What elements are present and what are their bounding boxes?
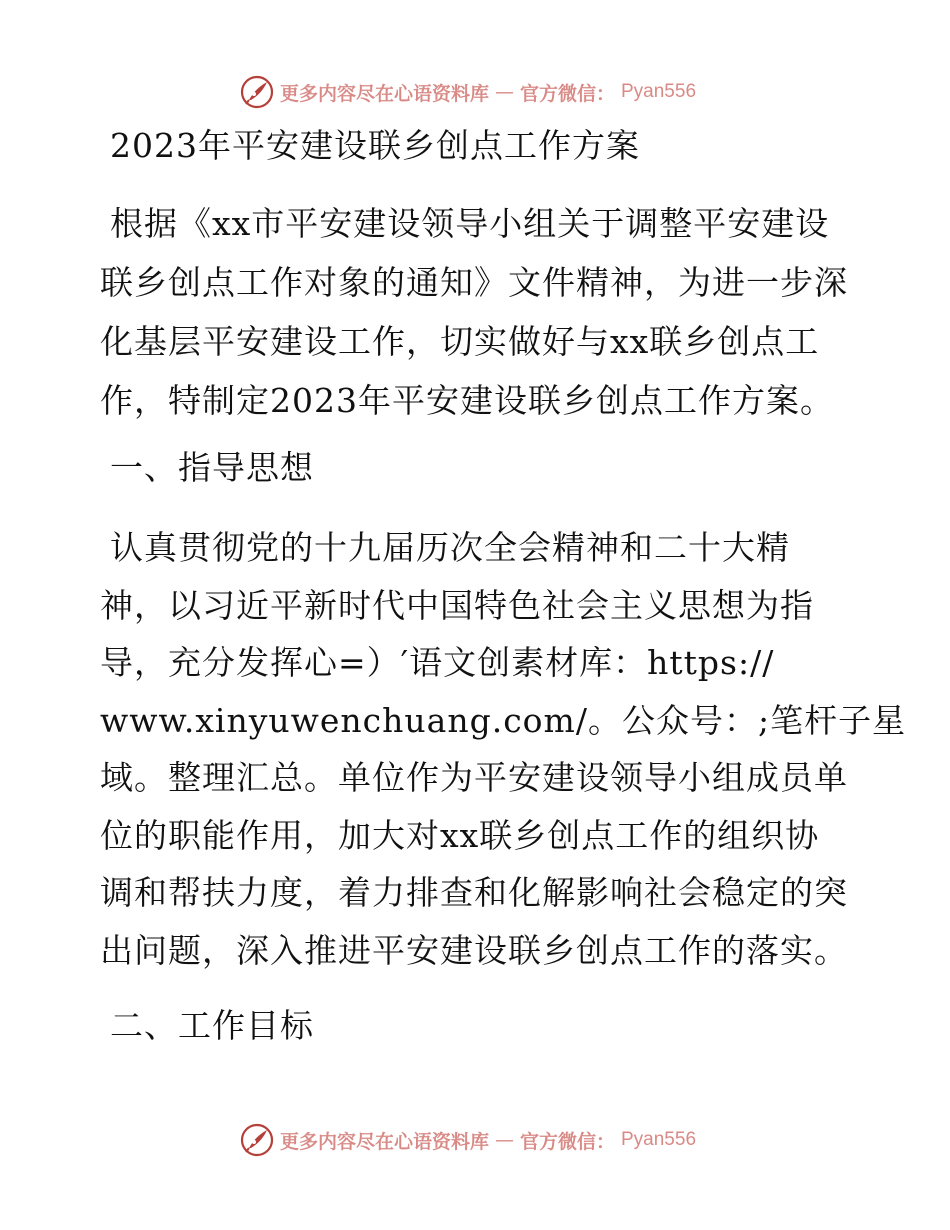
paragraph-line: 位的职能作用，加大对xx联乡创点工作的组织协	[100, 815, 820, 855]
banner-content	[240, 1123, 696, 1157]
paragraph-intro	[100, 204, 848, 440]
banner-content	[240, 75, 696, 109]
paragraph-line: 域。整理汇总。单位作为平安建设领导小组成员单	[100, 758, 848, 797]
footer-banner	[0, 1120, 950, 1160]
paragraph-guiding-ideology	[100, 528, 906, 988]
paragraph-line: 认真贯彻党的十九届历次全会精神和二十大精	[110, 528, 790, 567]
paragraph-line: 联乡创点工作对象的通知》文件精神，为进一步深	[100, 263, 848, 302]
paragraph-line: 作，特制定2023年平安建设联乡创点工作方案。	[100, 381, 834, 420]
paragraph-line: 神，以习近平新时代中国特色社会主义思想为指	[100, 585, 814, 625]
quill-pen-icon	[240, 75, 274, 109]
paragraph-line: 根据《xx市平安建设领导小组关于调整平安建设	[110, 204, 830, 243]
header-banner	[0, 72, 950, 112]
paragraph-line: 化基层平安建设工作，切实做好与xx联乡创点工	[100, 322, 820, 361]
document-title: 2023年平安建设联乡创点工作方案	[110, 126, 640, 165]
paragraph-line: 出问题，深入推进平安建设联乡创点工作的落实。	[100, 930, 848, 970]
banner-separator: —	[494, 81, 514, 103]
section-heading-guiding-ideology: 一、指导思想	[110, 448, 314, 487]
paragraph-line: 导，充分发挥心=）′语文创素材库：https://	[100, 643, 775, 682]
paragraph-line: 调和帮扶力度，着力排查和化解影响社会稳定的突	[100, 873, 848, 912]
paragraph-line: www.xinyuwenchuang.com/。公众号：;笔杆子星	[100, 700, 907, 740]
banner-contact-label: 官方微信：	[519, 1130, 615, 1153]
banner-contact-id: Pyan556	[621, 1129, 697, 1150]
section-heading-work-goals: 二、工作目标	[110, 1006, 314, 1045]
banner-contact-id: Pyan556	[621, 81, 697, 102]
banner-contact-label: 官方微信：	[519, 82, 615, 105]
banner-text: 更多内容尽在心语资料库	[279, 82, 489, 105]
banner-text: 更多内容尽在心语资料库	[279, 1130, 489, 1153]
quill-pen-icon	[240, 1123, 274, 1157]
banner-separator: —	[494, 1129, 514, 1151]
